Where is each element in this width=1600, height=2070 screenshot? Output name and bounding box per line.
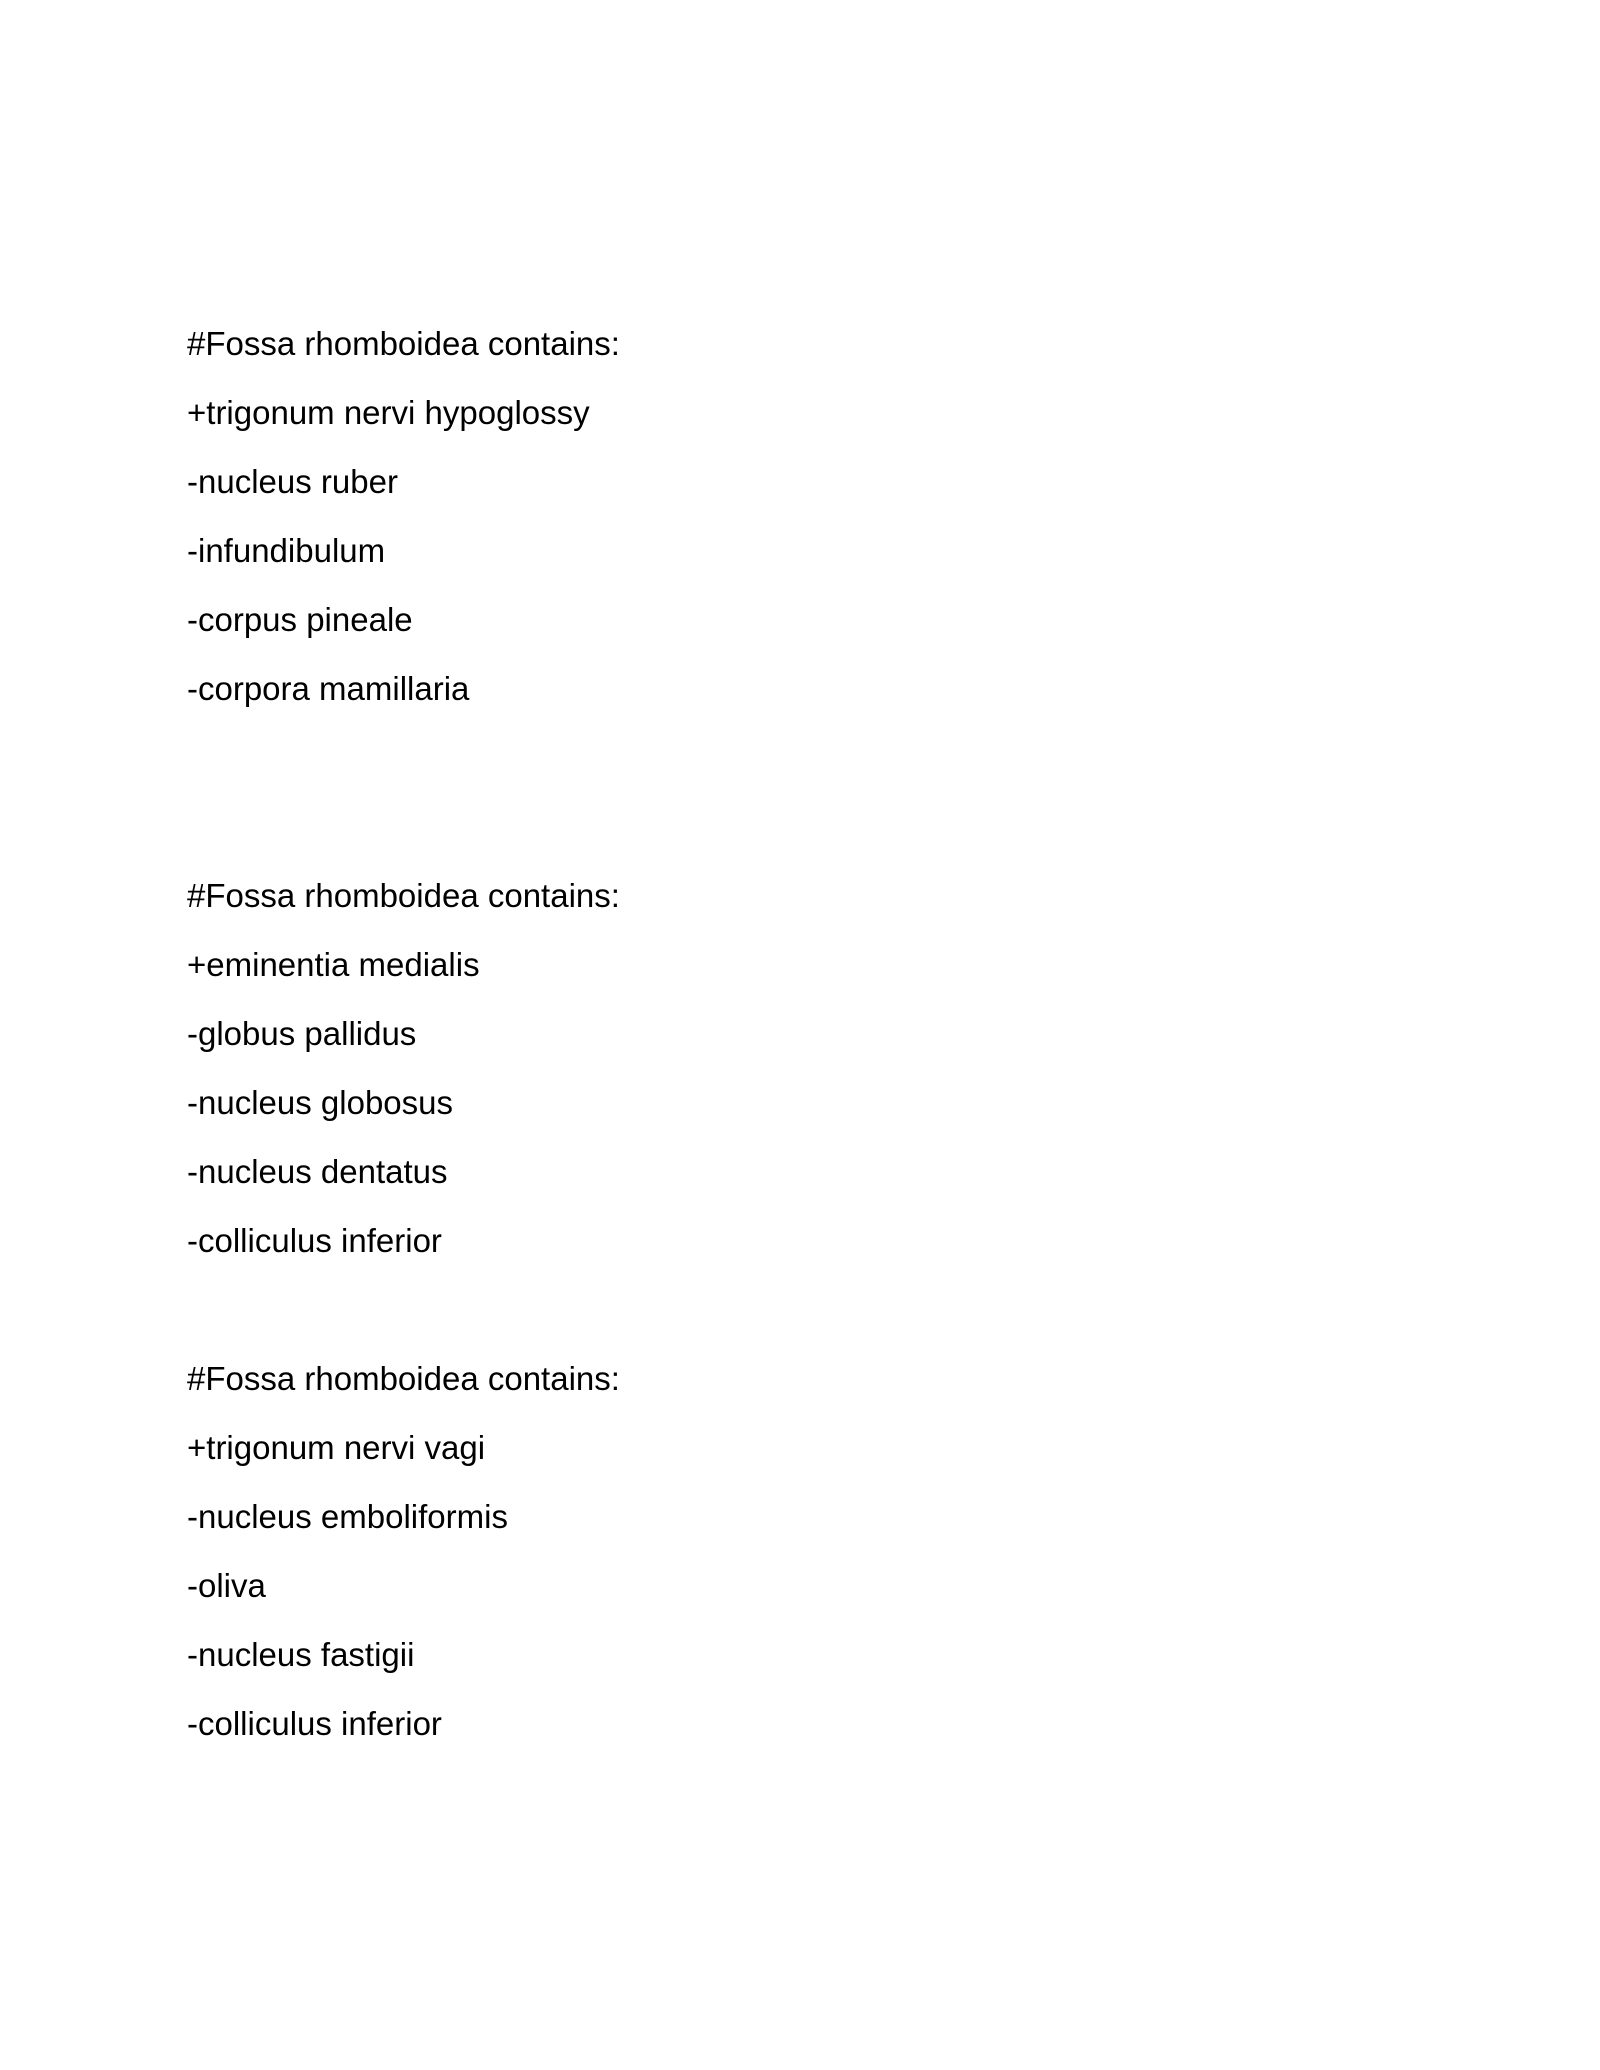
answer-option: -nucleus globosus xyxy=(187,1084,453,1121)
question-block xyxy=(187,1359,1387,1773)
answer-option: -nucleus ruber xyxy=(187,463,398,500)
answer-option: -oliva xyxy=(187,1567,266,1604)
answer-option: +trigonum nervi hypoglossy xyxy=(187,394,590,431)
answer-option: -nucleus dentatus xyxy=(187,1153,448,1190)
answer-option: -nucleus fastigii xyxy=(187,1636,415,1673)
answer-option: -corpus pineale xyxy=(187,601,413,638)
answer-option: -colliculus inferior xyxy=(187,1705,442,1742)
answer-option: -nucleus emboliformis xyxy=(187,1498,508,1535)
question-stem: #Fossa rhomboidea contains: xyxy=(187,1360,620,1397)
question-block xyxy=(187,324,1387,738)
answer-option: -corpora mamillaria xyxy=(187,670,470,707)
question-stem: #Fossa rhomboidea contains: xyxy=(187,877,620,914)
answer-option: +eminentia medialis xyxy=(187,946,480,983)
answer-option: +trigonum nervi vagi xyxy=(187,1429,486,1466)
answer-option: -globus pallidus xyxy=(187,1015,417,1052)
question-stem: #Fossa rhomboidea contains: xyxy=(187,325,620,362)
answer-option: -colliculus inferior xyxy=(187,1222,442,1259)
answer-option: -infundibulum xyxy=(187,532,386,569)
question-block xyxy=(187,876,1387,1290)
